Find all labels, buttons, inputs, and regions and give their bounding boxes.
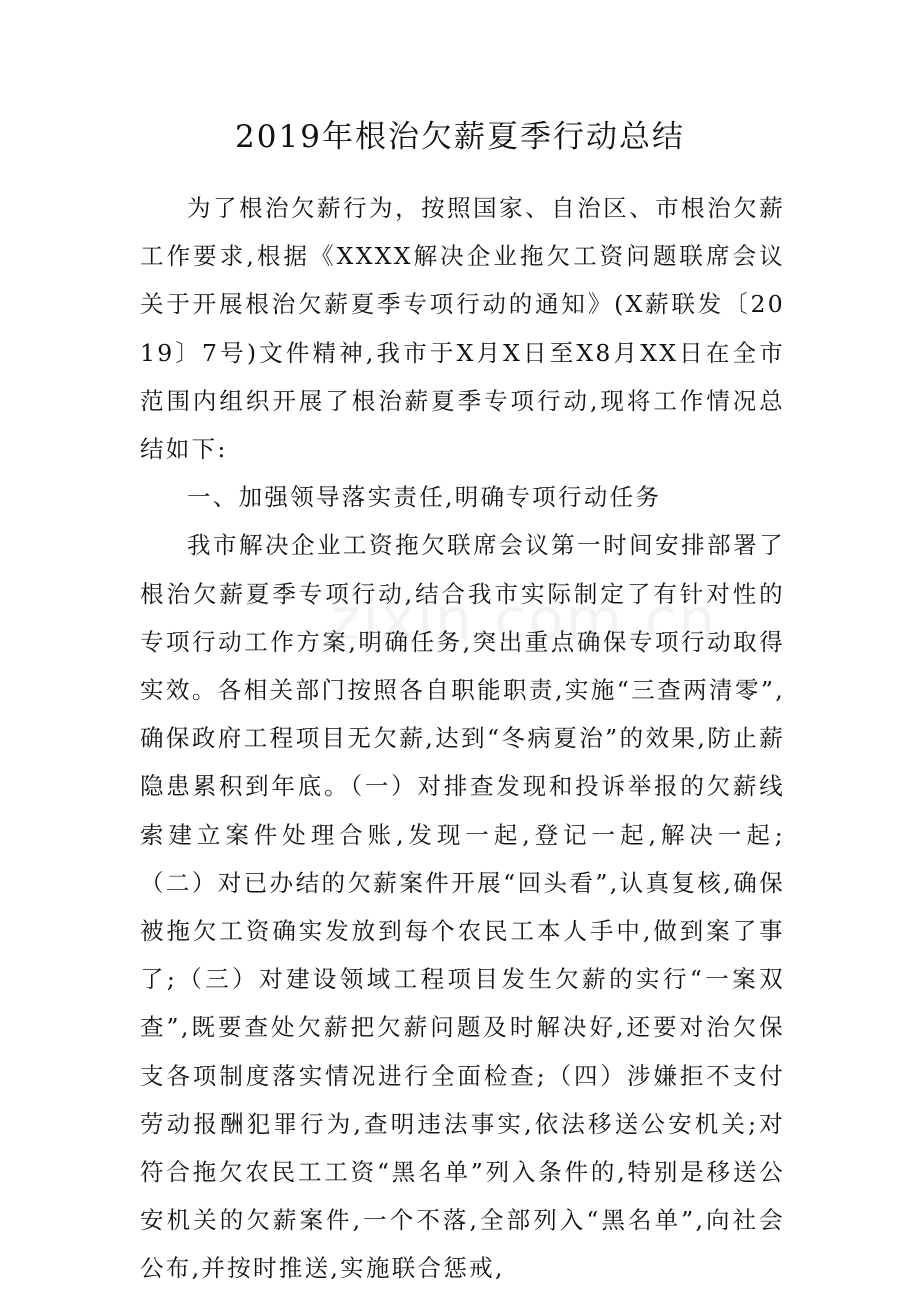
paragraph-intro: 为了根治欠薪行为，按照国家、自治区、市根治欠薪工作要求,根据《XXXX解决企业拖欠工资问题联席会议关于开展根治欠薪夏季专项行动的通知》(X薪联发〔2019〕7号)文件精神,我市于X月X日至X8月XX日在全市范围内组织开展了根治薪夏季专项行动,现将工作情况总结如下: [140,194,785,464]
document-body [140,184,785,1293]
document-title: 2019年根治欠薪夏季行动总结 [235,119,685,155]
paragraph-section-1: 我市解决企业工资拖欠联席会议第一时间安排部署了根治欠薪夏季专项行动,结合我市实际制定了有针对性的专项行动工作方案,明确任务,突出重点确保专项行动取得实效。各相关部门按照各自职能职责,实施“三查两清零”,确保政府工程项目无欠薪,达到“冬病夏治”的效果,防止薪隐患累积到年底。（一）对排查发现和投诉举报的欠薪线索建立案件处理合账,发现一起,登记一起,解决一起;（二）对已办结的欠薪案件开展“回头看”,认真复核,确保被拖欠工资确实发放到每个农民工本人手中,做到案了事了;（三）对建设领域工程项目发生欠薪的实行“一案双查”,既要查处欠薪把欠薪问题及时解决好,还要对治欠保支各项制度落实情况进行全面检查;（四）涉嫌拒不支付劳动报酬犯罪行为,查明违法事实,依法移送公安机关;对符合拖欠农民工工资“黑名单”列入条件的,特别是移送公安机关的欠薪案件,一个不落,全部列入“黑名单”,向社会公布,并按时推送,实施联合惩戒, [140,531,785,1283]
section-heading-1: 一、加强领导落实责任,明确专项行动任务 [187,483,662,512]
